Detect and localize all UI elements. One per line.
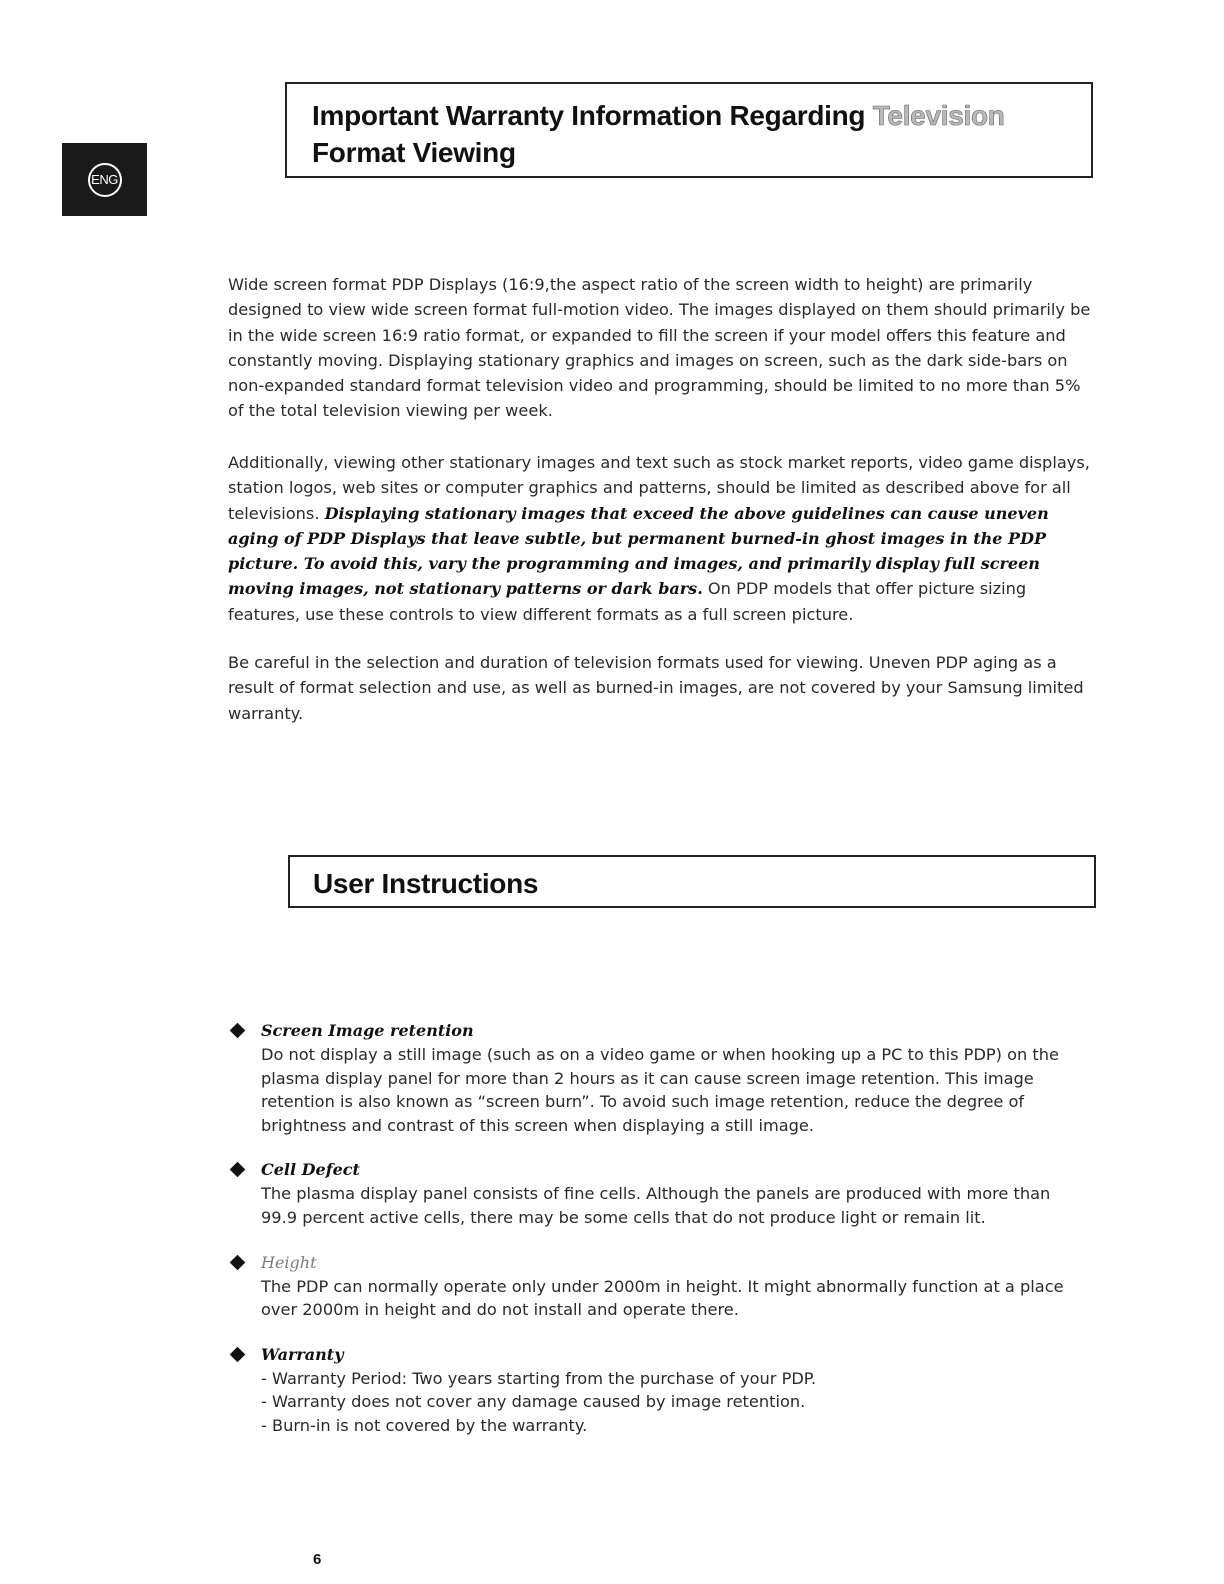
diamond-bullet-icon bbox=[230, 1162, 246, 1178]
list-item bbox=[230, 1157, 1090, 1229]
warranty-line: - Warranty Period: Two years starting from the purchase of your PDP. bbox=[261, 1368, 817, 1388]
page-number: 6 bbox=[313, 1551, 322, 1568]
warranty-paragraph-3 bbox=[228, 650, 1096, 726]
item-body: The plasma display panel consists of fine cells. Although the panels are produced with more than 99.9 percent active cells, there may be some cells that do not produce light or remain lit. bbox=[261, 1184, 1051, 1227]
list-item bbox=[230, 1018, 1090, 1137]
list-item bbox=[230, 1342, 1090, 1438]
paragraph-start: Additionally, viewing other stationary images and text such as stock market reports, video game displays, station logos, web sites or computer graphics and patterns, should be limited as described above for all televisions. bbox=[228, 453, 1090, 523]
paragraph-end: On PDP models that offer picture sizing features, use these controls to view different formats as a full screen picture. bbox=[228, 579, 1027, 624]
warranty-line: - Warranty does not cover any damage caused by image retention. bbox=[261, 1392, 806, 1412]
diamond-bullet-icon bbox=[230, 1254, 246, 1270]
title-main-text: Important Warranty Information Regarding bbox=[312, 100, 866, 131]
paragraph-emphasis: Displaying stationary images that exceed the above guidelines can cause uneven aging of PDP Displays that leave subtle, but permanent burned-in ghost images in the PDP picture. To avoid this, vary the programming and images, and primarily display full screen moving images, not stationary patterns or dark bars. bbox=[228, 503, 1049, 599]
item-title: Warranty bbox=[261, 1344, 344, 1364]
warranty-line: - Burn-in is not covered by the warranty. bbox=[261, 1415, 588, 1435]
user-instructions-title-box bbox=[288, 855, 1096, 908]
warranty-title bbox=[312, 97, 1091, 171]
warranty-paragraph-1 bbox=[228, 272, 1096, 424]
language-badge: ENG bbox=[88, 163, 122, 197]
diamond-bullet-icon bbox=[230, 1346, 246, 1362]
diamond-bullet-icon bbox=[230, 1023, 246, 1039]
item-title: Screen Image retention bbox=[261, 1021, 474, 1040]
warranty-paragraph-2 bbox=[228, 450, 1096, 627]
warranty-title-box bbox=[285, 82, 1093, 178]
item-body: Do not display a still image (such as on a video game or when hooking up a PC to this PDP) on the plasma display panel for more than 2 hours as it can cause screen image retention. This image retention is also known as “screen burn”. To avoid such image retention, reduce the degree of brightness and contrast of this screen when displaying a still image. bbox=[261, 1045, 1060, 1135]
item-title: Cell Defect bbox=[261, 1160, 360, 1180]
paragraph-text bbox=[228, 450, 1096, 627]
user-instructions-title: User Instructions bbox=[313, 868, 539, 899]
item-body: The PDP can normally operate only under 2000m in height. It might abnormally function at a place over 2000m in height and do not install and operate there. bbox=[261, 1276, 1064, 1320]
paragraph-text: Be careful in the selection and duration of television formats used for viewing. Uneven PDP aging as a result of format selection and use, as well as burned-in images, are not covered by your Samsung limited warranty. bbox=[228, 653, 1084, 723]
item-title: Height bbox=[261, 1252, 317, 1272]
list-item bbox=[230, 1250, 1090, 1322]
language-tab bbox=[62, 143, 147, 216]
title-line2-text: Format Viewing bbox=[312, 137, 516, 168]
paragraph-text: Wide screen format PDP Displays (16:9,the aspect ratio of the screen width to height) are primarily designed to view wide screen format full-motion video. The images displayed on them should primarily be in the wide screen 16:9 ratio format, or expanded to fill the screen if your model offers this feature and constantly moving. Displaying stationary graphics and images on screen, such as the dark side-bars on non-expanded standard format television video and programming, should be limited to no more than 5% of the total television viewing per week. bbox=[228, 275, 1091, 421]
user-instructions-list bbox=[230, 1018, 1090, 1458]
title-faded-text: Television bbox=[872, 100, 1005, 131]
